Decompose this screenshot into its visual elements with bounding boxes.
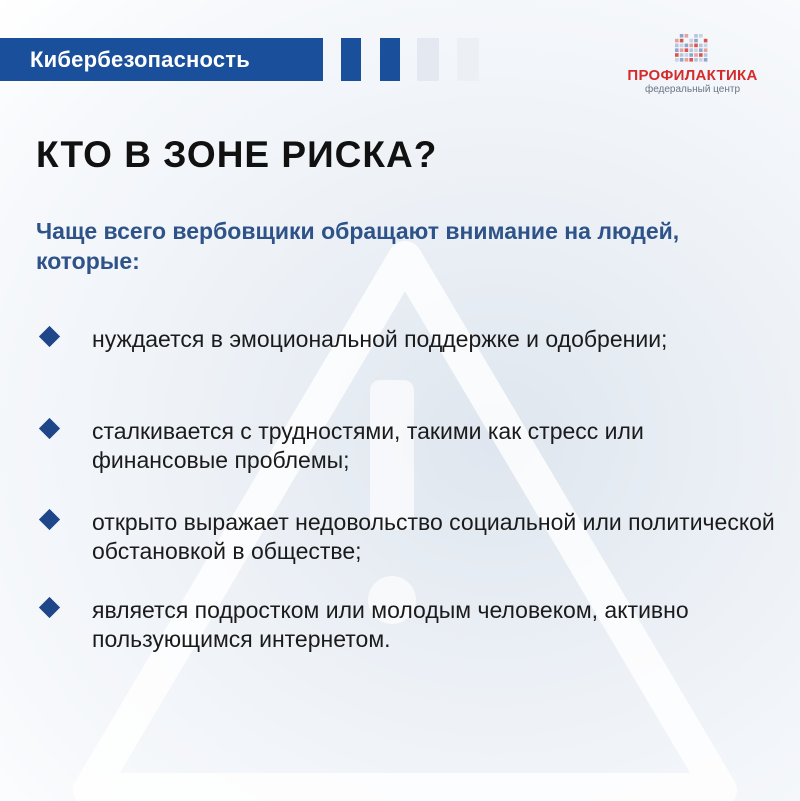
page-title: КТО В ЗОНЕ РИСКА? <box>36 134 438 175</box>
page-subtitle: Чаще всего вербовщики обращают внимание на людей, которые: <box>36 218 680 274</box>
decor-stripe <box>380 38 400 81</box>
decor-stripe <box>417 38 439 81</box>
list-item-text: нуждается в эмоциональной поддержке и одобрении; <box>92 326 668 352</box>
decor-stripe <box>341 38 361 81</box>
profilaktika-logo <box>615 34 770 100</box>
logo-title: ПРОФИЛАКТИКА <box>627 67 758 84</box>
grid-logo-icon <box>675 34 709 64</box>
category-tag: Кибербезопасность <box>0 38 323 81</box>
list-item-text: является подростком или молодым человеком, активно пользующимся интернетом. <box>92 597 689 652</box>
decor-stripe <box>457 38 479 81</box>
list-item-text: открыто выражает недовольство социальной или политической обстановкой в обществе; <box>92 509 775 564</box>
list-item-text: сталкивается с трудностями, такими как стресс или финансовые проблемы; <box>92 418 644 473</box>
logo-subtitle: федеральный центр <box>644 84 741 95</box>
